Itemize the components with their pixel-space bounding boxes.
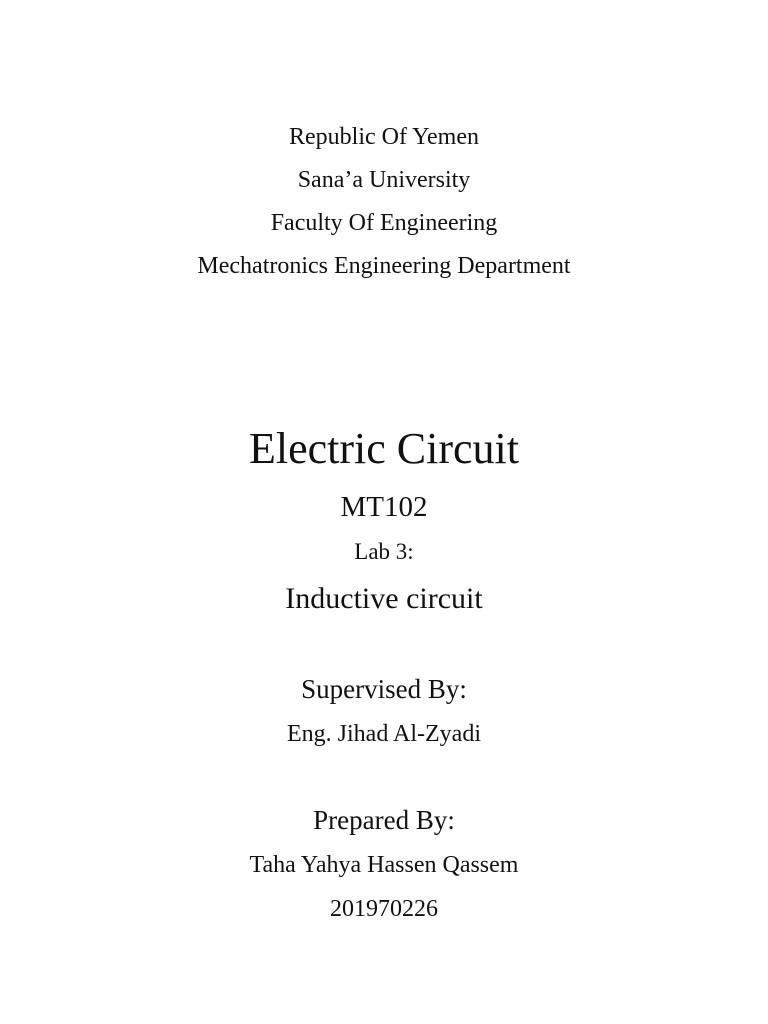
department-name: Mechatronics Engineering Department (197, 253, 571, 279)
author-heading: Prepared By: (313, 805, 455, 835)
author-name: Taha Yahya Hassen Qassem (249, 852, 519, 878)
course-code: MT102 (340, 491, 428, 523)
faculty-name: Faculty Of Engineering (270, 210, 498, 236)
course-title: Electric Circuit (249, 424, 519, 473)
supervisor-heading: Supervised By: (301, 674, 467, 704)
country-name: Republic Of Yemen (289, 124, 479, 150)
student-id: 201970226 (330, 896, 438, 922)
lab-label: Lab 3: (354, 539, 414, 564)
lab-topic: Inductive circuit (285, 582, 483, 615)
university-name: Sana’a University (297, 167, 471, 193)
supervisor-name: Eng. Jihad Al-Zyadi (287, 721, 481, 747)
